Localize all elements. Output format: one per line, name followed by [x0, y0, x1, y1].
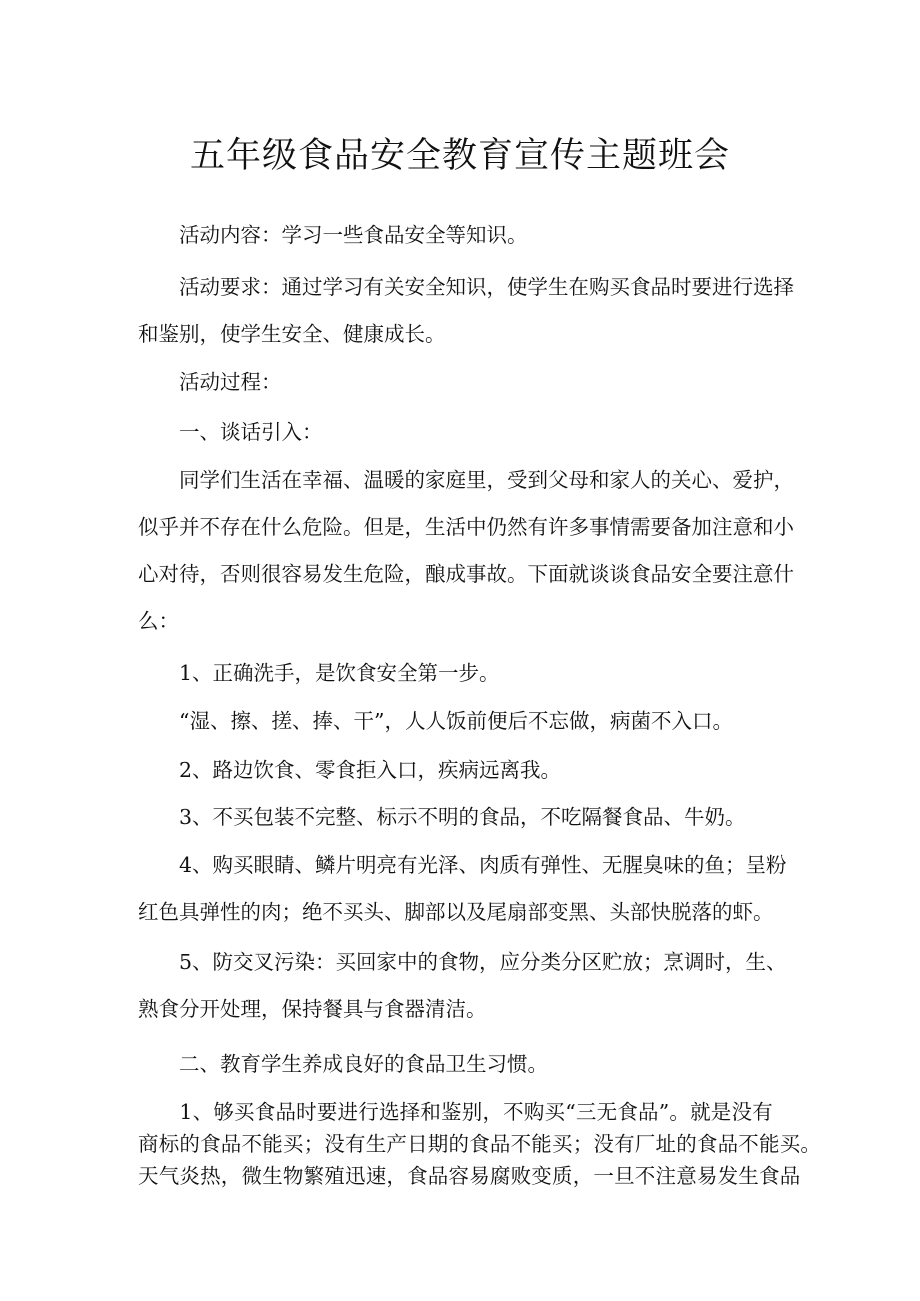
- paragraph-item-4: [138, 842, 798, 936]
- paragraph-item-5: [138, 939, 798, 1033]
- paragraph-line: 和鉴别，使学生安全、健康成长。: [138, 322, 446, 346]
- paragraph-line: 同学们生活在幸福、温暖的家庭里，受到父母和家人的关心、爱护，: [138, 468, 794, 492]
- paragraph-line: 似乎并不存在什么危险。但是，生活中仍然有许多事情需要备加注意和小: [138, 515, 794, 539]
- paragraph-line: 红色具弹性的肉；绝不买头、脚部以及尾扇部变黑、头部快脱落的虾。: [138, 900, 774, 924]
- paragraph-line: 2、路边饮食、零食拒入口，疾病远离我。: [138, 758, 562, 782]
- paragraph-line: “湿、擦、搓、捧、干”，人人饭前便后不忘做，病菌不入口。: [138, 709, 733, 733]
- paragraph-line: 3、不买包装不完整、标示不明的食品，不吃隔餐食品、牛奶。: [138, 805, 746, 829]
- paragraph-section-one-heading: [138, 415, 798, 445]
- paragraph-line: 心对待，否则很容易发生危险，酿成事故。下面就谈谈食品安全要注意什: [138, 562, 794, 586]
- paragraph-line: 活动过程：: [138, 370, 282, 394]
- paragraph-line: 活动内容：学习一些食品安全等知识。: [138, 223, 528, 247]
- paragraph-line: 二、教育学生养成良好的食品卫生习惯。: [138, 1052, 548, 1076]
- paragraph-activity-content: [138, 218, 798, 248]
- paragraph-line: 熟食分开处理，保持餐具与食器清洁。: [138, 997, 487, 1021]
- paragraph-line: 天气炎热，微生物繁殖迅速，食品容易腐败变质，一旦不注意易发生食品: [138, 1164, 801, 1188]
- paragraph-line: 5、防交叉污染：买回家中的食物，应分类分区贮放；烹调时，生、: [138, 950, 787, 974]
- paragraph-handwash-rhyme: [138, 704, 798, 734]
- paragraph-line: 么：: [138, 609, 179, 633]
- paragraph-introduction: [138, 457, 798, 645]
- paragraph-line: 4、购买眼睛、鳞片明亮有光泽、肉质有弹性、无腥臭味的鱼；呈粉: [138, 853, 787, 877]
- paragraph-item-3: [138, 800, 798, 830]
- paragraph-section-two-item-1: [138, 1096, 822, 1192]
- paragraph-section-two-heading: [138, 1047, 798, 1077]
- document-title: 五年级食品安全教育宣传主题班会: [189, 136, 730, 176]
- paragraph-line: 1、够买食品时要进行选择和鉴别，不购买“三无食品”。就是没有: [138, 1100, 773, 1124]
- paragraph-line: 活动要求：通过学习有关安全知识，使学生在购买食品时要进行选择: [138, 275, 794, 299]
- paragraph-line: 一、谈话引入：: [138, 420, 323, 444]
- paragraph-line: 1、正确洗手，是饮食安全第一步。: [138, 661, 500, 685]
- paragraph-activity-requirement: [138, 264, 798, 358]
- paragraph-item-1: [138, 656, 798, 686]
- paragraph-line: 商标的食品不能买；没有生产日期的食品不能买；没有厂址的食品不能买。: [138, 1132, 822, 1156]
- paragraph-activity-process: [138, 365, 798, 395]
- paragraph-item-2: [138, 753, 798, 783]
